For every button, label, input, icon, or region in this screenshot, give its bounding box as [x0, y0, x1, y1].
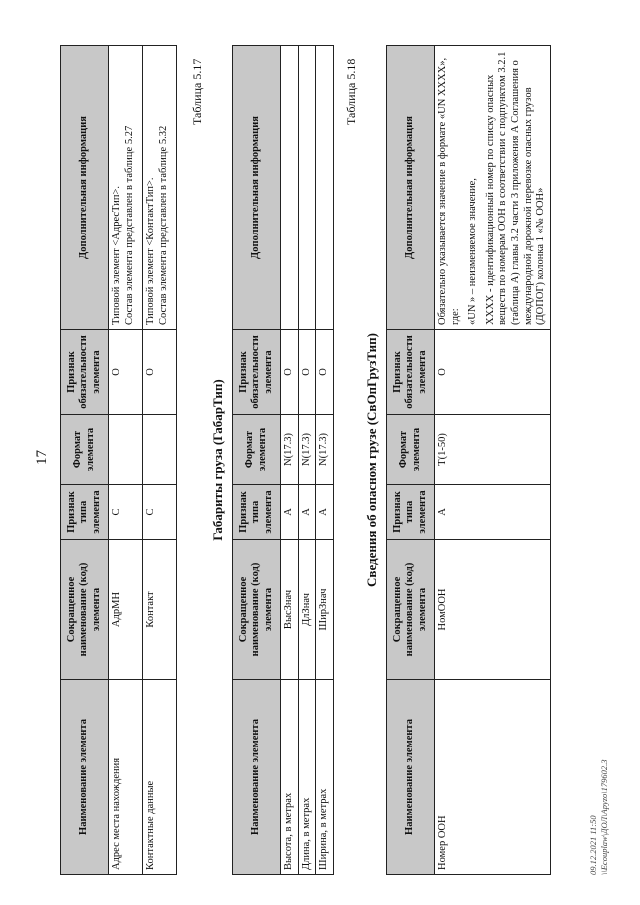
cell-format: N(17.3) — [298, 415, 316, 485]
column-header: Наименование элемента — [61, 680, 109, 875]
cell-req: О — [281, 330, 299, 415]
table-title: Сведения об опасном грузе (СвОпГрузТип) — [364, 333, 379, 587]
cell-type: А — [316, 485, 334, 540]
column-header: Дополнительная информация — [387, 46, 435, 330]
cell-name: Контактные данные — [143, 680, 177, 875]
cell-type: А — [435, 485, 551, 540]
column-header: Сокращенное наименование (код) элемента — [387, 540, 435, 680]
table-row — [316, 46, 334, 875]
table-caption: Таблица 5.17 — [190, 58, 204, 125]
column-header: Дополнительная информация — [233, 46, 281, 330]
table-header-row — [61, 46, 109, 875]
column-header: Признак обязательности элемента — [61, 330, 109, 415]
column-header: Признак обязательности элемента — [233, 330, 281, 415]
info-paragraph: Обязательно указывается значение в формате «UN XXXX», где: — [437, 57, 461, 325]
table-caption: Таблица 5.18 — [344, 58, 358, 125]
info-paragraph: «UN » – неизменяемое значение, — [467, 178, 479, 325]
table-row — [109, 46, 143, 875]
table-row — [143, 46, 177, 875]
cell-name: Высота, в метрах — [281, 680, 299, 875]
cell-format — [143, 415, 177, 485]
cell-req: О — [298, 330, 316, 415]
cell-format: N(17.3) — [316, 415, 334, 485]
table-continuation — [60, 45, 177, 875]
cell-info — [109, 46, 143, 330]
page-number: 17 — [34, 450, 50, 465]
stamp-date: 09.12.2021 11:50 — [588, 815, 598, 875]
cell-req: О — [316, 330, 334, 415]
cell-info — [298, 46, 316, 330]
table-title: Габариты груза (ГабарТип) — [210, 379, 225, 541]
cell-name: Ширина, в метрах — [316, 680, 334, 875]
column-header: Формат элемента — [387, 415, 435, 485]
cell-req: О — [143, 330, 177, 415]
cell-req: О — [109, 330, 143, 415]
table-row — [281, 46, 299, 875]
print-stamp — [588, 759, 609, 875]
cell-format — [109, 415, 143, 485]
table-row — [435, 46, 551, 875]
table-dangerous-goods — [386, 45, 551, 875]
column-header: Признак типа элемента — [61, 485, 109, 540]
info-paragraph: XXXX - идентификационный номер по списку опасных веществ по номерам ООН в соответствии с подпунктом 3.2.1 (таблица А) главы 3.2 части 3 приложения А Соглашения о международной дорожной перевозке опасных грузов (ДОПОГ) колонка 1 «№ ООН» — [484, 51, 547, 325]
column-header: Признак типа элемента — [233, 485, 281, 540]
cell-code: ШирЗнач — [316, 540, 334, 680]
cell-type: А — [298, 485, 316, 540]
column-header: Признак типа элемента — [387, 485, 435, 540]
cell-name: Номер ООН — [435, 680, 551, 875]
table-header-row — [387, 46, 435, 875]
cell-code: ДлЗнач — [298, 540, 316, 680]
column-header: Наименование элемента — [387, 680, 435, 875]
table-header-row — [233, 46, 281, 875]
cell-code: АдрМН — [109, 540, 143, 680]
column-header: Наименование элемента — [233, 680, 281, 875]
cell-type: А — [281, 485, 299, 540]
cell-info — [435, 46, 551, 330]
cell-info — [316, 46, 334, 330]
cell-code: ВысЗнач — [281, 540, 299, 680]
cell-format: T(1-50) — [435, 415, 551, 485]
stamp-path: \\Ecouplaw\ДОЛ\Apyzo\179602.3 — [598, 759, 609, 875]
cell-name: Длина, в метрах — [298, 680, 316, 875]
info-line: Состав элемента представлен в таблице 5.27 — [123, 125, 135, 325]
cell-format: N(17.3) — [281, 415, 299, 485]
cell-info — [281, 46, 299, 330]
column-header: Формат элемента — [61, 415, 109, 485]
cell-req: О — [435, 330, 551, 415]
cell-name: Адрес места нахождения — [109, 680, 143, 875]
cell-code: НомООН — [435, 540, 551, 680]
column-header: Сокращенное наименование (код) элемента — [233, 540, 281, 680]
cell-type: С — [109, 485, 143, 540]
info-line: Типовой элемент <КонтактТип>. — [145, 177, 156, 325]
cell-code: Контакт — [143, 540, 177, 680]
info-line: Состав элемента представлен в таблице 5.32 — [157, 125, 169, 325]
table-row — [298, 46, 316, 875]
column-header: Сокращенное наименование (код) элемента — [61, 540, 109, 680]
column-header: Дополнительная информация — [61, 46, 109, 330]
info-line: Типовой элемент <АдресТип>. — [111, 186, 122, 325]
cell-type: С — [143, 485, 177, 540]
column-header: Признак обязательности элемента — [387, 330, 435, 415]
column-header: Формат элемента — [233, 415, 281, 485]
cell-info — [143, 46, 177, 330]
table-dimensions — [232, 45, 334, 875]
